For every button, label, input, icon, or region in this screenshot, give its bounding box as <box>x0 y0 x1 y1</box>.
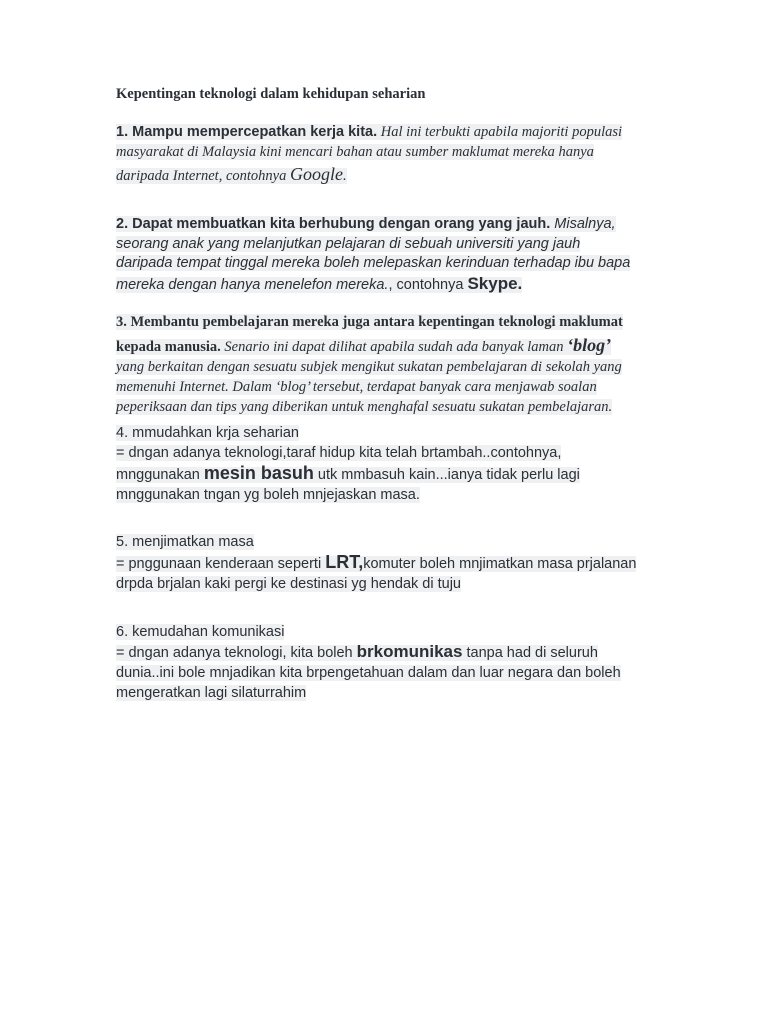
point-1-text: daripada Internet, contohnya <box>116 168 290 184</box>
point-6-text: tanpa had di seluruh <box>462 645 598 661</box>
point-2-example: Skype. <box>467 273 523 293</box>
document-title: Kepentingan teknologi dalam kehidupan seharian <box>116 86 426 102</box>
point-3-heading: kepada manusia. <box>116 339 221 355</box>
point-3-example: ‘blog’ <box>567 335 612 355</box>
point-3-text: memenuhi Internet. Dalam ‘blog’ tersebut, terdapat banyak cara menjawab soalan <box>116 379 597 395</box>
point-4-heading: 4. mmudahkan krja seharian <box>116 425 299 441</box>
point-6-text: mengeratkan lagi silaturrahim <box>116 685 307 701</box>
point-4-text: utk mmbasuh kain...ianya tidak perlu lagi <box>313 467 580 483</box>
point-1-heading: 1. Mampu mempercepatkan kerja kita. <box>116 124 378 140</box>
point-6-heading: 6. kemudahan komunikasi <box>116 624 285 640</box>
point-2-text: daripada tempat tinggal mereka boleh melepaskan kerinduan terhadap ibu bapa <box>116 255 631 271</box>
point-5-text: drpda brjalan kaki pergi ke destinasi yg hendak di tuju <box>116 576 461 592</box>
point-2-text: mereka dengan hanya menelefon mereka. <box>116 276 389 293</box>
point-6-example: brkomunikas <box>356 642 463 661</box>
point-5-text: komuter boleh mnjimatkan masa prjalanan <box>363 556 637 572</box>
point-3-text: peperiksaan dan tips yang diberikan untuk menghafal sesuatu sukatan pembelajaran. <box>116 399 613 415</box>
point-2-heading: 2. Dapat membuatkan kita berhubung dengan orang yang jauh. <box>116 216 551 232</box>
point-1-end: . <box>342 168 347 184</box>
point-2-text: seorang anak yang melanjutkan pelajaran di sebuah universiti yang jauh <box>116 235 581 252</box>
point-4 <box>116 423 656 505</box>
point-1-text: masyarakat di Malaysia kini mencari bahan atau sumber maklumat mereka hanya <box>116 144 594 160</box>
point-6 <box>116 622 656 703</box>
point-3 <box>116 312 656 417</box>
point-6-text: dunia..ini bole mnjadikan kita brpengetahuan dalam dan luar negara dan boleh <box>116 665 621 681</box>
point-1-text: Hal ini terbukti apabila majoriti populasi <box>377 124 623 140</box>
point-2-text: , contohnya <box>388 276 468 293</box>
point-4-text: = dngan adanya teknologi,taraf hidup kita telah brtambah..contohnya, <box>116 445 562 461</box>
point-6-text: = dngan adanya teknologi, kita boleh <box>116 645 357 661</box>
point-3-text: yang berkaitan dengan sesuatu subjek mengikut sukatan pembelajaran di sekolah yang <box>116 359 622 375</box>
point-3-heading: 3. Membantu pembelajaran mereka juga antara kepentingan teknologi maklumat <box>116 314 623 330</box>
point-3-text: Senario ini dapat dilihat apabila sudah ada banyak laman <box>220 339 568 355</box>
point-5-text: = pnggunaan kenderaan seperti <box>116 556 326 572</box>
point-4-example: mesin basuh <box>203 463 314 483</box>
point-4-text: mnggunakan <box>116 467 204 483</box>
point-1 <box>116 122 656 186</box>
point-4-text: mnggunakan tngan yg boleh mnjejaskan masa. <box>116 487 420 503</box>
point-2 <box>116 215 656 295</box>
point-5 <box>116 532 656 594</box>
point-5-example: LRT, <box>325 552 364 572</box>
point-1-example: Google <box>289 164 343 184</box>
point-2-text: Misalnya, <box>550 216 616 232</box>
point-5-heading: 5. menjimatkan masa <box>116 534 254 550</box>
